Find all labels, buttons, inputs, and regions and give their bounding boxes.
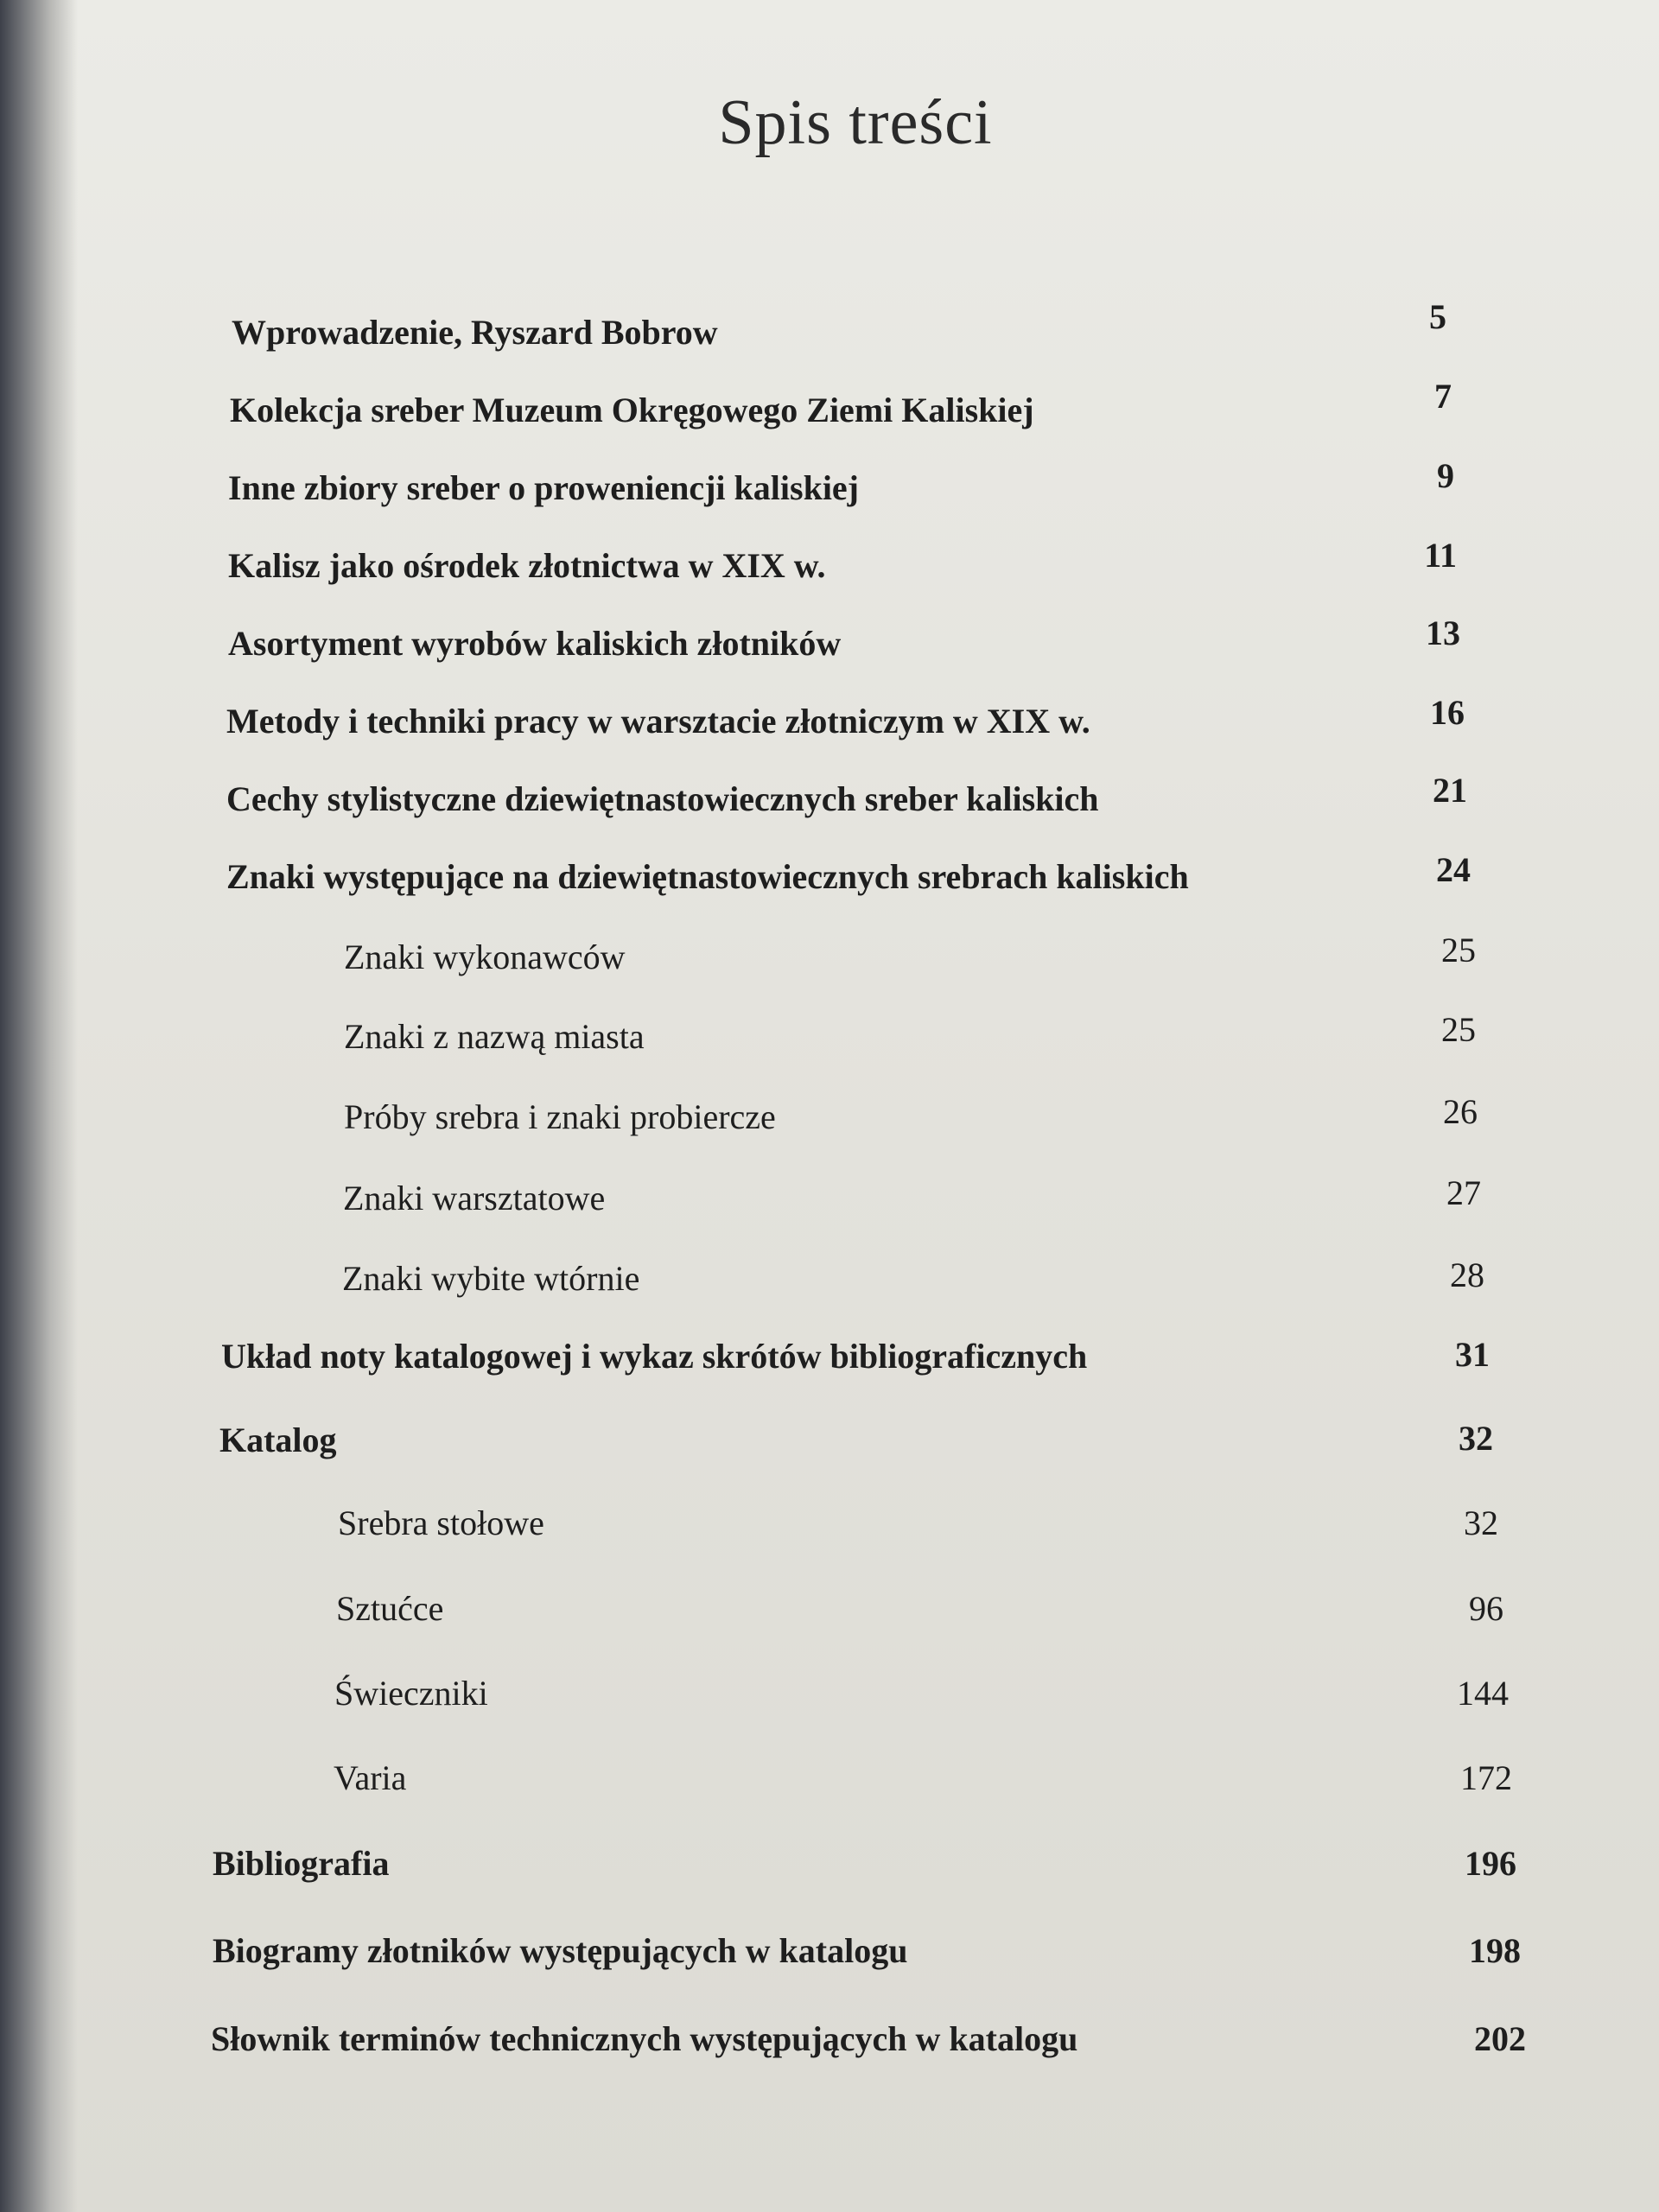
toc-entry bbox=[0, 1668, 1659, 1719]
toc-entry-page-number: 25 bbox=[1441, 1010, 1476, 1049]
toc-entry bbox=[0, 1838, 1659, 1890]
toc-entry bbox=[0, 1925, 1659, 1977]
toc-entry bbox=[0, 693, 1659, 747]
toc-entry bbox=[0, 377, 1659, 436]
toc-entry bbox=[0, 1091, 1659, 1143]
toc-entry-page-number: 5 bbox=[1429, 297, 1446, 336]
toc-entry-title: Znaki warsztatowe bbox=[343, 1179, 606, 1217]
toc-entry-page-number: 7 bbox=[1434, 377, 1452, 416]
toc-entry bbox=[0, 1752, 1659, 1804]
toc-entry-title: Świeczniki bbox=[334, 1674, 488, 1713]
toc-entry-page-number: 27 bbox=[1446, 1173, 1481, 1212]
toc-entry-page-number: 198 bbox=[1469, 1931, 1521, 1970]
toc-entry bbox=[0, 297, 1659, 359]
toc-entry-page-number: 196 bbox=[1465, 1844, 1516, 1883]
page-title: Spis treści bbox=[718, 87, 993, 158]
toc-entry-title: Varia bbox=[334, 1758, 407, 1797]
toc-entry-page-number: 13 bbox=[1426, 613, 1460, 652]
toc-entry-page-number: 32 bbox=[1459, 1419, 1493, 1458]
toc-entry-title: Katalog bbox=[219, 1421, 337, 1459]
toc-entry-page-number: 26 bbox=[1443, 1092, 1478, 1131]
toc-entry-title: Znaki wykonawców bbox=[344, 938, 626, 976]
toc-entry-title: Znaki występujące na dziewiętnastowiecznych srebrach kaliskich bbox=[226, 857, 1189, 896]
toc-entry bbox=[0, 851, 1659, 903]
toc-entry-title: Znaki wybite wtórnie bbox=[342, 1259, 640, 1298]
toc-entry-title: Układ noty katalogowej i wykaz skrótów bibliograficznych bbox=[221, 1337, 1088, 1376]
toc-entry-title: Srebra stołowe bbox=[338, 1503, 544, 1542]
toc-entry-page-number: 172 bbox=[1460, 1758, 1512, 1797]
toc-entry-page-number: 31 bbox=[1455, 1335, 1490, 1374]
toc-entry bbox=[0, 1173, 1659, 1224]
toc-entry-page-number: 16 bbox=[1430, 693, 1465, 732]
toc-entry bbox=[0, 2013, 1659, 2065]
toc-entry-title: Biogramy złotników występujących w katalogu bbox=[213, 1931, 908, 1970]
toc-entry-page-number: 32 bbox=[1464, 1503, 1498, 1542]
toc-entry-title: Kolekcja sreber Muzeum Okręgowego Ziemi Kaliskiej bbox=[230, 391, 1034, 429]
toc-entry-title: Cechy stylistyczne dziewiętnastowiecznych sreber kaliskich bbox=[226, 779, 1099, 818]
toc-entry bbox=[0, 536, 1659, 592]
toc-entry-page-number: 9 bbox=[1437, 456, 1454, 495]
toc-entry-title: Kalisz jako ośrodek złotnictwa w XIX w. bbox=[228, 546, 826, 585]
toc-entry bbox=[0, 1414, 1659, 1466]
toc-entry-title: Inne zbiory sreber o proweniencji kaliskiej bbox=[228, 468, 859, 507]
toc-entry-page-number: 96 bbox=[1469, 1589, 1503, 1628]
toc-entry-title: Wprowadzenie, Ryszard Bobrow bbox=[232, 313, 718, 352]
toc-entry bbox=[0, 1011, 1659, 1063]
toc-entry-title: Metody i techniki pracy w warsztacie złotniczym w XIX w. bbox=[226, 702, 1090, 741]
toc-entry bbox=[0, 1497, 1659, 1549]
toc-entry-page-number: 202 bbox=[1474, 2019, 1526, 2058]
toc-entry bbox=[0, 1583, 1659, 1635]
toc-entry bbox=[0, 456, 1659, 514]
toc-entry-title: Słownik terminów technicznych występujących w katalogu bbox=[211, 2019, 1078, 2058]
toc-entry-title: Bibliografia bbox=[213, 1844, 390, 1883]
toc-entry-page-number: 28 bbox=[1450, 1255, 1484, 1294]
toc-entry-page-number: 24 bbox=[1436, 850, 1471, 889]
toc-entry-title: Znaki z nazwą miasta bbox=[344, 1017, 645, 1056]
toc-entry bbox=[0, 773, 1659, 825]
toc-entry-page-number: 11 bbox=[1424, 536, 1457, 575]
toc-entry-page-number: 25 bbox=[1441, 931, 1476, 969]
toc-entry bbox=[0, 1331, 1659, 1382]
toc-entry-page-number: 21 bbox=[1433, 771, 1467, 810]
toc-entry-title: Sztućce bbox=[336, 1589, 444, 1628]
toc-entry bbox=[0, 1253, 1659, 1305]
toc-entry-title: Próby srebra i znaki probiercze bbox=[344, 1097, 776, 1136]
toc-entry bbox=[0, 931, 1659, 983]
toc-entry-page-number: 144 bbox=[1457, 1674, 1509, 1713]
toc-entry bbox=[0, 613, 1659, 670]
toc-entry-title: Asortyment wyrobów kaliskich złotników bbox=[228, 624, 842, 663]
